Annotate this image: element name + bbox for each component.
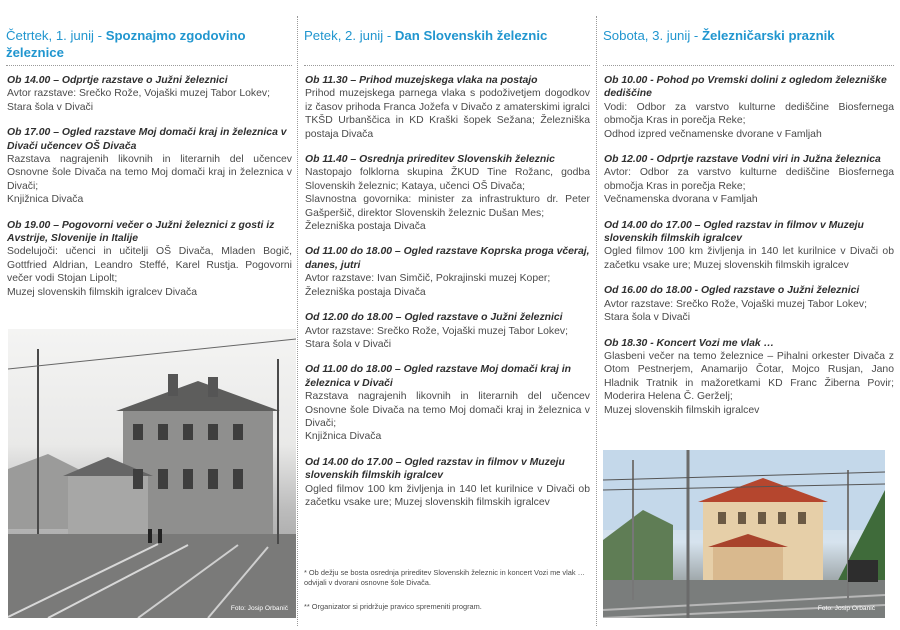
event-title: Od 14.00 do 17.00 – Ogled razstav in filmov v Muzeju slovenskih filmskih igralcev [604, 219, 864, 245]
event-line: Glasbeni večer na temo železnice – Pihalni orkester Divača z Otom Pestnerjem, Anamarijo Čotar, Mojco Rusjan, Jano Hladnik Tratnik in mažoretkami KD Franc Žiberna Povir; Moderira Helena Č. Gerželj; [604, 350, 894, 403]
event-line: Avtor razstave: Srečko Rože, Vojaški muzej Tabor Lokev; [7, 88, 270, 100]
event-item [604, 284, 894, 324]
event-line: Avtor razstave: Ivan Simčič, Pokrajinski muzej Koper; [305, 273, 551, 285]
event-title: Od 11.00 do 18.00 – Ogled razstave Koprska proga včeraj, danes, jutri [305, 246, 590, 271]
day-theme: Železničarski praznik [701, 28, 835, 43]
event-title: Ob 19.00 – Pogovorni večer o Južni železnici z gosti iz Avstrije, Slovenije in Italije [7, 219, 275, 245]
event-line: Stara šola v Divači [604, 312, 691, 324]
event-list [604, 74, 894, 429]
event-details [305, 390, 590, 444]
event-item [305, 153, 590, 233]
day-theme: Spoznajmo zgodovino železnice [6, 28, 246, 60]
event-details [7, 153, 292, 207]
event-item [7, 126, 292, 206]
event-details [604, 245, 894, 272]
event-list [7, 74, 292, 311]
day-date: Petek, 2. junij - [304, 28, 395, 43]
event-item [305, 74, 590, 141]
event-line: Muzej slovenskih filmskih igralcev [604, 404, 760, 416]
day-heading [603, 27, 894, 44]
event-title: Od 14.00 do 17.00 – Ogled razstav in filmov v Muzeju slovenskih filmskih igralcev [305, 456, 565, 482]
event-item [305, 311, 590, 351]
event-line: Vodi: Odbor za varstvo kulturne dediščine Biosfernega območja Kras in porečja Reke; [604, 101, 894, 127]
heading-divider [304, 65, 590, 66]
event-details [604, 298, 894, 325]
event-title: Ob 17.00 – Ogled razstave Moj domači kraj in železnica v Divači učencev OŠ Divača [7, 127, 287, 152]
event-item [7, 219, 292, 299]
event-line: Stara šola v Divači [305, 338, 392, 350]
event-item [305, 245, 590, 299]
event-title: Ob 10.00 - Pohod po Vremski dolini z ogledom železniške dediščine [604, 75, 887, 100]
event-details [305, 272, 590, 299]
event-item [604, 153, 894, 207]
day-heading [304, 27, 590, 44]
event-line: Knjižnica Divača [7, 194, 84, 206]
day-date: Četrtek, 1. junij - [6, 28, 106, 43]
station-illustration [603, 450, 885, 618]
event-title: Ob 14.00 – Odprtje razstave o Južni železnici [7, 75, 228, 86]
event-details [305, 87, 590, 141]
event-line: Ogled filmov 100 km življenja in 140 let kurilnice v Divači ob začetku vsake ure; Muzej slovenskih filmskih igralcev [604, 246, 894, 271]
event-line: Ogled filmov 100 km življenja in 140 let kurilnice v Divači ob začetku vsake ure; Muzej slovenskih filmskih igralcev [305, 483, 590, 508]
event-line: Železniška postaja Divača [305, 286, 426, 298]
event-line: Razstava nagrajenih likovnih in literarnih del učencev Osnovne šole Divača na temo Moj domači kraj in železnica v Divači; [305, 391, 590, 429]
event-line: Muzej slovenskih filmskih igralcev Divača [7, 286, 197, 298]
event-item [7, 74, 292, 114]
event-line: Razstava nagrajenih likovnih in literarnih del učencev Osnovne šole Divača na temo Moj domači kraj in železnica v Divači; [7, 154, 292, 192]
event-line: Avtor razstave: Srečko Rože, Vojaški muzej Tabor Lokev; [604, 298, 867, 310]
event-details [7, 245, 292, 299]
event-line: Večnamenska dvorana v Famljah [604, 194, 758, 206]
day-theme: Dan Slovenskih železnic [394, 28, 548, 43]
column-friday [298, 0, 596, 630]
event-line: Sodelujoči: učenci in učitelji OŠ Divača, Mladen Bogič, Gottfried Aldrian, Leandro Steffé, Karel Rustja. Pogovorni večer vodi Stojan Lipolt; [7, 246, 292, 285]
event-details [305, 166, 590, 233]
event-line: Odhod izpred večnamenske dvorane v Famljah [604, 128, 822, 140]
event-line: Stara šola v Divači [7, 101, 94, 113]
event-item [305, 363, 590, 443]
event-title: Ob 11.40 – Osrednja prireditev Slovenskih železnic [305, 154, 555, 166]
event-title: Ob 12.00 - Odprtje razstave Vodni viri in Južna železnica [604, 154, 881, 166]
heading-divider [6, 65, 292, 66]
event-details [604, 101, 894, 141]
day-date: Sobota, 3. junij - [603, 28, 702, 43]
event-item [604, 74, 894, 141]
event-details [604, 350, 894, 417]
heading-divider [603, 65, 894, 66]
event-item [604, 219, 894, 273]
event-item [305, 456, 590, 510]
footnote-rain: * Ob dežju se bosta osrednja prireditev Slovenskih železnic in koncert Vozi me vlak … odvijali v dvorani osnovne šole Divača. [304, 568, 585, 588]
historic-station-photo [8, 329, 296, 618]
event-line: Nastopajo folklorna skupina ŽKUD Tine Rožanc, godba Slovenskih železnic; Kataya, učenci OŠ Divača; [305, 167, 590, 192]
footnote-changes: ** Organizator si pridržuje pravico spremeniti program. [304, 601, 482, 611]
column-saturday [597, 0, 900, 630]
event-title: Ob 18.30 - Koncert Vozi me vlak … [604, 337, 774, 349]
modern-station-photo [603, 450, 885, 618]
event-title: Od 16.00 do 18.00 - Ogled razstave o Južni železnici [604, 285, 860, 297]
photo-credit: Foto: Josip Orbanič [817, 605, 875, 612]
event-line: Prihod muzejskega parnega vlaka s podoživetjem dogodkov iz časov prihoda Franca Jožefa v Divačo z amaterskimi igralci TKŠD Urbanščica in KD Kraški šopek Sežana; Železniška postaja Divača [305, 88, 590, 140]
event-line: Slavnostna govornika: minister za infrastrukturo dr. Peter Gašperšič, direktor Slovenskih železnic Dušan Mes; [305, 194, 590, 219]
event-details [604, 166, 894, 206]
event-title: Od 12.00 do 18.00 – Ogled razstave o Južni železnici [305, 312, 563, 324]
station-illustration [8, 329, 296, 618]
event-list [305, 74, 590, 521]
day-heading [6, 27, 292, 61]
event-line: Avtor razstave: Srečko Rože, Vojaški muzej Tabor Lokev; [305, 325, 568, 337]
event-details [7, 87, 292, 114]
event-details [305, 325, 590, 352]
photo-credit: Foto: Josip Orbanič [230, 605, 288, 612]
event-line: Avtor: Odbor za varstvo kulturne dediščine Biosfernega območja Kras in porečja Reke; [604, 167, 894, 192]
column-thursday [0, 0, 298, 630]
event-item [604, 337, 894, 417]
event-line: Knjižnica Divača [305, 431, 382, 443]
event-title: Od 11.00 do 18.00 – Ogled razstave Moj domači kraj in železnica v Divači [305, 364, 572, 389]
event-title: Ob 11.30 – Prihod muzejskega vlaka na postajo [305, 75, 538, 86]
event-details [305, 483, 590, 510]
event-line: Železniška postaja Divača [305, 221, 426, 233]
footnotes [304, 568, 590, 612]
